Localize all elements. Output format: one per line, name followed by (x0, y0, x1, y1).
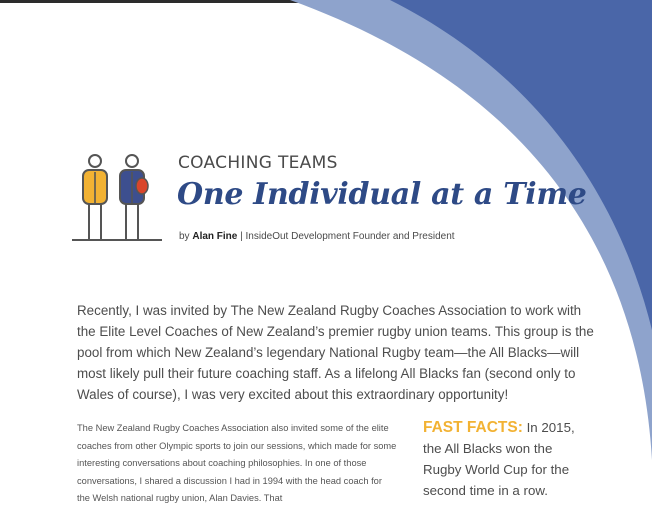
byline-author: Alan Fine (192, 231, 238, 242)
byline-separator: | (240, 231, 243, 242)
fast-facts-text: In 2015, the All Blacks won the Rugby World Cup for the second time in a row. (423, 420, 575, 498)
fast-facts-label: FAST FACTS: (423, 419, 523, 436)
fast-facts-callout (423, 417, 588, 501)
byline-role: InsideOut Development Founder and President (245, 231, 455, 242)
intro-paragraph: Recently, I was invited by The New Zealand Rugby Coaches Association to work with the Elite Level Coaches of New Zealand’s premier rugby union teams. This group is the pool from which New Zealand’s legendary National Rugby team—the All Blacks—will most likely pull their future coaching staff. As a lifelong All Blacks fan (second only to Wales of course), I was very excited about this extraordinary opportunity! (77, 303, 594, 402)
article-title: One Individual at a Time (177, 177, 587, 212)
two-coaches-icon (70, 150, 166, 246)
section-kicker: COACHING TEAMS (178, 153, 338, 173)
byline (179, 231, 455, 242)
byline-prefix: by (179, 231, 190, 242)
body-paragraph: The New Zealand Rugby Coaches Association also invited some of the elite coaches from other Olympic sports to join our sessions, which made for some interesting conversations about coaching philosophies. In one of those conversations, I shared a discussion I had in 1994 with the head coach for the Welsh national rugby union, Alan Davies. That (77, 423, 397, 503)
